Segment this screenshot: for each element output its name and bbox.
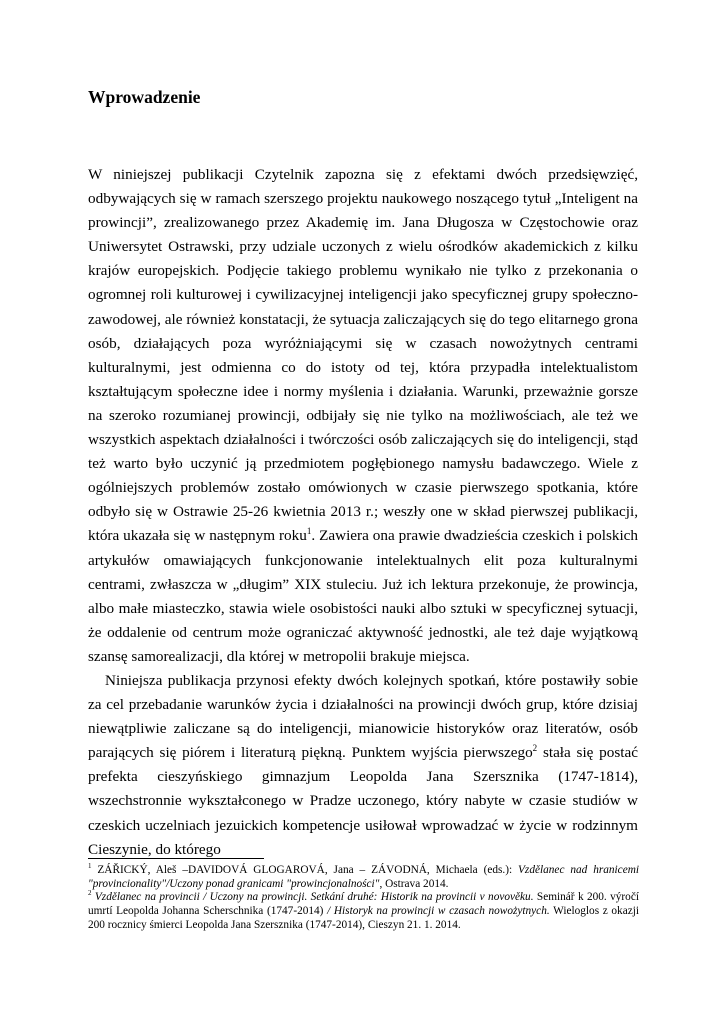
paragraph-2-text-continued: stała się postać prefekta cieszyńskiego gimnazjum Leopolda Jana Szersznika (1747-1814), wszechstronnie wykształconego w Pradze uczonego, który nabyte w czasie studiów w czeskich uczelniach jezuickich kompetencje usiłował wprowadzać w życie w rodzinnym Cieszynie, do którego (88, 744, 638, 858)
footnote-2-title-2: / Historyk na prowincji w czasach nowożytnych. (327, 905, 550, 918)
footnote-1 (88, 864, 639, 891)
main-text (88, 163, 638, 862)
paragraph-1-text-continued: . Zawiera ona prawie dwadzieścia czeskich i polskich artykułów omawiających funkcjonowanie intelektualnych elit poza kulturalnymi centrami, zwłaszcza w „długim” XIX stuleciu. Już ich lektura przekonuje, że prowincja, albo małe miasteczko, stawia wiele osobistości nauki albo sztuki w specyficznej sytuacji, że oddalenie od centrum może ograniczać aktywność jednostki, ale też daje wyjątkową szansę samorealizacji, dla której w metropolii brakuje miejsca. (88, 527, 639, 665)
paragraph-2-text: Niniejsza publikacja przynosi efekty dwóch kolejnych spotkań, które postawiły sobie za cel przebadanie warunków życia i działalności na prowincji dwóch grup, które dzisiaj niewątpliwie zaliczane są do inteligencji, mianowicie historyków oraz literatów, osób parających się piórem i literaturą piękną. Punktem wyjścia pierwszego (88, 671, 638, 762)
footnote-1-tail: , Ostrava 2014. (379, 877, 449, 890)
footnote-1-title: Vzdělanec nad hranicemi "provincionality"/Uczony ponad granicami "prowincjonalności" (88, 864, 640, 890)
footnote-ref-2: 2 (532, 743, 538, 754)
footnote-2-number: 2 (88, 889, 92, 898)
footnote-1-number: 1 (88, 862, 92, 871)
footnote-1-authors: ZÁŘICKÝ, Aleš –DAVIDOVÁ GLOGAROVÁ, Jana – ZÁVODNÁ, Michaela (eds.): (97, 864, 519, 876)
footnote-separator (88, 858, 264, 859)
paragraph-2 (88, 669, 638, 862)
footnote-2-title: Vzdělanec na provincii / Uczony na prowincji. Setkání druhé: Historik na provincii v novověku. (94, 891, 534, 904)
footnote-ref-1: 1 (306, 526, 312, 537)
footnote-2-tail: Wieloglos z okazji 200 rocznicy śmierci Leopolda Jana Szersznika (1747-2014), Cieszyn 21. 1. 2014. (88, 905, 639, 931)
paragraph-1-text: W niniejszej publikacji Czytelnik zapozna się z efektami dwóch przedsięwzięć, odbywających się w ramach szerszego projektu naukowego noszącego tytuł „Inteligent na prowincji”, zrealizowanego przez Akademię im. Jana Długosza w Częstochowie oraz Uniwersytet Ostrawski, przy udziale uczonych z wielu ośrodków akademickich z kilku krajów europejskich. Podjęcie takiego problemu wynikało nie tylko z przekonania o ogromnej roli kulturowej i cywilizacyjnej inteligencji jako specyficznej grupy społeczno-zawodowej, ale również konstatacji, że sytuacja zaliczających się do tego elitarnego grona osób, działających poza wyróżniającymi się w czasach nowożytnych centrami kulturalnymi, jest odmienna co do istoty od tej, która przypadła intelektualistom kształtującym społeczne idee i normy myślenia i działania. Warunki, przeważnie gorsze na szeroko rozumianej prowincji, odbijały się nie tylko na możliwościach, ale też we wszystkich aspektach działalności i twórczości osób zaliczających się do inteligencji, stąd też warto było uczynić ją przedmiotem pogłębionego namysłu badawczego. Wiele z ogólniejszych problemów zostało omówionych w czasie pierwszego spotkania, które odbyło się w Ostrawie 25-26 kwietnia 2013 r.; weszły one w skład pierwszej publikacji, która ukazała się w następnym roku (88, 166, 638, 545)
page-title: Wprowadzenie (88, 87, 201, 107)
paragraph-1 (88, 163, 638, 669)
footnotes (88, 864, 639, 933)
footnote-2 (88, 891, 639, 932)
footnote-2-middle: Seminář k 200. výročí umrtí Leopolda Johanna Scherschnika (1747-2014) (88, 891, 639, 918)
